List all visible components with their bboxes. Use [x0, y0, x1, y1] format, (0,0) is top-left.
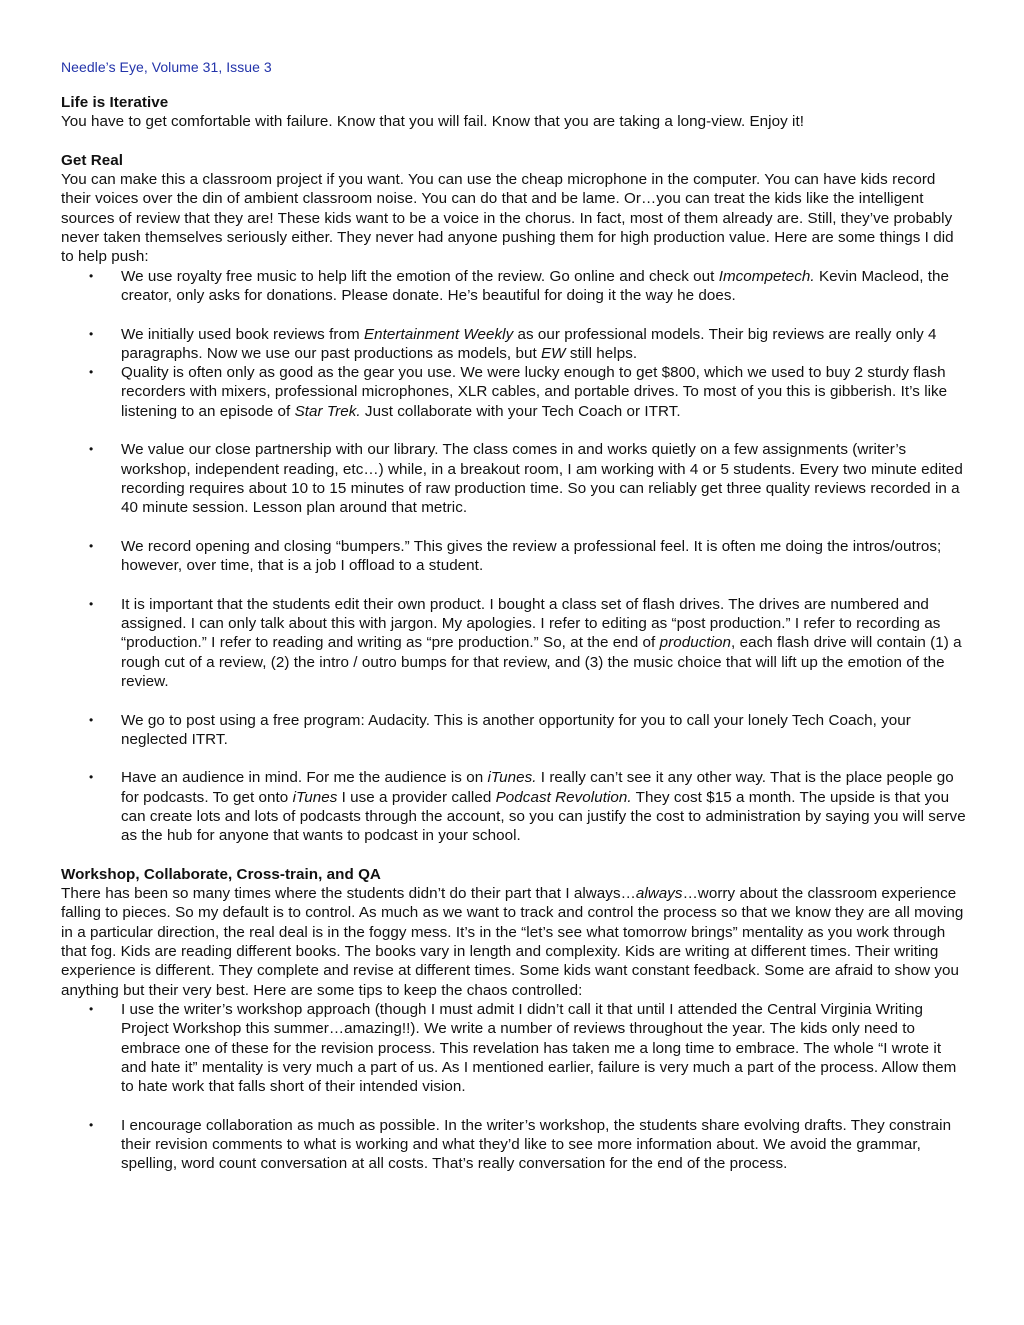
bullet-icon: • [89, 365, 94, 380]
bullet-icon: • [89, 712, 94, 727]
bullet-icon: • [89, 442, 94, 457]
bullet-icon: • [89, 538, 94, 553]
section-life-is-iterative [61, 93, 966, 132]
bullet-list [61, 1000, 966, 1174]
bullet-icon: • [89, 268, 94, 283]
list-item-text: Have an audience in mind. For me the audience is on iTunes. I really can’t see it any other way. That is the place people go for podcasts. To get onto iTunes I use a provider called Podcast Revolution. They cost $15 a month. The upside is that you can create lots and lots of podcasts through the account, so you can justify the cost to administration by saying you will serve as the hub for anyone that wants to podcast in your school. [121, 769, 966, 845]
bullet-icon: • [89, 1001, 94, 1016]
section-paragraph: There has been so many times where the students didn’t do their part that I always…always…worry about the classroom experience falling to pieces. So my default is to control. As much as we want to track and control the process so that we know they are all moving in a particular direction, the real deal is in the foggy mess. It’s in the “let’s see what tomorrow brings” mentality as you work through that fog. Kids are reading different books. The books vary in length and complexity. Kids are writing at different times. Their writing experience is different. They complete and revise at different times. Some kids want constant feedback. Some are afraid to show you anything but their very best. Here are some tips to keep the chaos controlled: [61, 885, 964, 999]
bullet-icon: • [89, 326, 94, 341]
list-item-text: Quality is often only as good as the gear you use. We were lucky enough to get $800, which we used to buy 2 sturdy flash recorders with mixers, professional microphones, XLR cables, and portable drives. To most of you this is gibberish. It’s like listening to an episode of Star Trek. Just collaborate with your Tech Coach or ITRT. [121, 364, 948, 420]
section-get-real [61, 151, 966, 846]
running-header: Needle’s Eye, Volume 31, Issue 3 [61, 59, 272, 75]
document-page [61, 58, 966, 1174]
list-item [61, 363, 966, 421]
section-heading: Life is Iterative [61, 94, 169, 111]
list-item [61, 267, 966, 306]
bullet-icon: • [89, 1117, 94, 1132]
list-item [61, 537, 966, 576]
list-item [61, 595, 966, 691]
bullet-icon: • [89, 770, 94, 785]
list-item [61, 1116, 966, 1174]
list-item [61, 711, 966, 750]
list-item-text: I encourage collaboration as much as possible. In the writer’s workshop, the students share evolving drafts. They constrain their revision comments to what is working and what they’d like to see more information about. We avoid the grammar, spelling, word count conversation at all costs. That’s really conversation for the end of the process. [121, 1116, 952, 1173]
list-item [61, 1000, 966, 1096]
list-item-text: We value our close partnership with our library. The class comes in and works quietly on a few assignments (writer’s workshop, independent reading, etc…) while, in a breakout room, I am working with 4 or 5 students. Every two minute edited recording requires about 10 to 15 minutes of raw production time. So you can reliably get three quality reviews recorded in a 40 minute session. Lesson plan around that metric. [121, 441, 963, 517]
list-item-text: We initially used book reviews from Entertainment Weekly as our professional models. Their big reviews are really only 4 paragraphs. Now we use our past productions as models, but EW still helps. [121, 325, 937, 362]
section-heading: Get Real [61, 151, 124, 169]
list-item-text: We use royalty free music to help lift the emotion of the review. Go online and check out Imcompetech. Kevin Macleod, the creator, only asks for donations. Please donate. He’s beautiful for doing it the way he does. [121, 267, 950, 304]
section-paragraph: You have to get comfortable with failure. Know that you will fail. Know that you are taking a long-view. Enjoy it! [61, 113, 804, 131]
list-item [61, 768, 966, 845]
bullet-icon: • [89, 596, 94, 611]
list-item-text: We record opening and closing “bumpers.” This gives the review a professional feel. It is often me doing the intros/outros; however, over time, that is a job I offload to a student. [121, 537, 942, 575]
section-paragraph: You can make this a classroom project if you want. You can use the cheap microphone in the computer. You can have kids record their voices over the din of ambient classroom noise. You can do that and be lame. Or…you can treat the kids like the intelligent sources of review that they are! These kids want to be a voice in the chorus. In fact, most of them already are. Still, they’ve probably never taken themselves seriously either. They never had anyone pushing them for high production value. Here are some things I did to help push: [61, 171, 954, 266]
section-heading: Workshop, Collaborate, Cross-train, and QA [61, 865, 381, 883]
list-item-text: I use the writer’s workshop approach (though I must admit I didn’t call it that until I attended the Central Virginia Writing Project Workshop this summer…amazing!!). We write a number of reviews throughout the year. The kids only need to embrace one of these for the revision process. This revelation has taken me a long time to embrace. The whole “I wrote it and hate it” mentality is very much a part of us. As I mentioned earlier, failure is very much a part of the process. Allow them to hate work that falls short of their intended vision. [121, 1000, 957, 1096]
list-item [61, 325, 966, 364]
list-item-text: It is important that the students edit their own product. I bought a class set of flash drives. The drives are numbered and assigned. I can only talk about this with jargon. My apologies. I refer to editing as “post production.” I refer to recording as “production.” I refer to reading and writing as “pre production.” So, at the end of production, each flash drive will contain (1) a rough cut of a review, (2) the intro / outro bumps for that review, and (3) the music choice that will lift up the emotion of the review. [121, 595, 962, 690]
list-item [61, 440, 966, 517]
bullet-list [61, 267, 966, 846]
section-workshop-collaborate [61, 865, 966, 1174]
list-item-text: We go to post using a free program: Audacity. This is another opportunity for you to call your lonely Tech Coach, your neglected ITRT. [121, 711, 911, 748]
